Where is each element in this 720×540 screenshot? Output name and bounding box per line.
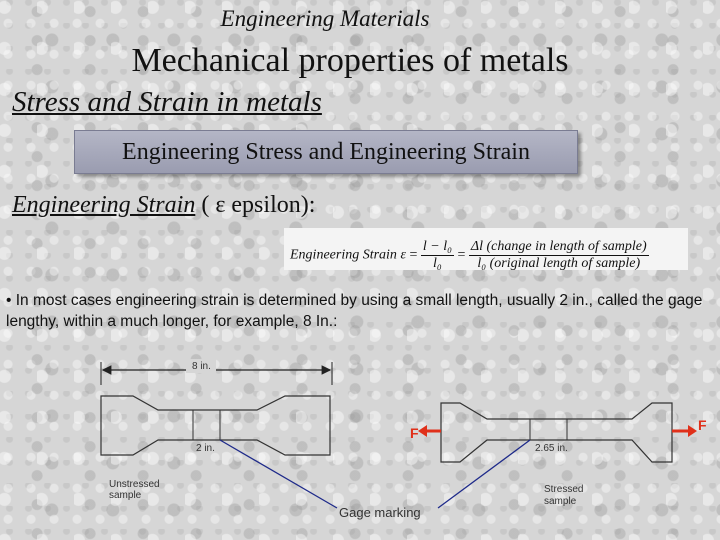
stressed-label-line1: Stressed: [544, 484, 584, 495]
unstressed-specimen: [101, 396, 330, 455]
unstressed-label-line2: sample: [109, 490, 142, 501]
stressed-gage-length-label: 2.65 in.: [535, 443, 568, 454]
force-arrowhead-right: [688, 425, 697, 437]
unstressed-label-line1: Unstressed: [109, 479, 160, 490]
formula-den-2: l₀ (original length of sample): [477, 256, 641, 271]
gage-pointer-right: [438, 440, 530, 508]
formula-num-1: l − l₀: [422, 239, 452, 254]
gage-pointer-left: [220, 440, 337, 508]
strain-heading-symbol: ε epsilon):: [215, 192, 316, 218]
formula-num-2: Δl (change in length of sample): [470, 239, 647, 254]
formula-eq-2: =: [457, 247, 466, 263]
section-title: Stress and Strain in metals: [12, 86, 322, 118]
formula-den-1: l₀: [433, 256, 442, 271]
strain-heading-label: Engineering Strain: [12, 192, 196, 218]
strain-heading-paren: (: [201, 192, 210, 218]
topic-banner: Engineering Stress and Engineering Strain: [74, 130, 578, 174]
formula-epsilon: ε: [400, 247, 406, 263]
course-title: Engineering Materials: [220, 6, 430, 31]
gage-marking-label: Gage marking: [339, 505, 421, 520]
formula-eq-1: =: [409, 247, 418, 263]
overall-length-label: 8 in.: [192, 361, 211, 372]
main-title: Mechanical properties of metals: [131, 42, 569, 79]
force-arrowhead-left: [418, 425, 427, 437]
formula-lhs: Engineering Strain: [290, 247, 397, 263]
gage-length-label: 2 in.: [196, 443, 215, 454]
force-label-left: F: [410, 425, 419, 441]
explanation-note: • In most cases engineering strain is determined by using a small length, usually 2 in., called the gage lengthy, within a much longer, for example, 8 In.:: [6, 292, 703, 330]
stressed-label-line2: sample: [544, 496, 577, 507]
force-label-right: F: [698, 417, 707, 433]
